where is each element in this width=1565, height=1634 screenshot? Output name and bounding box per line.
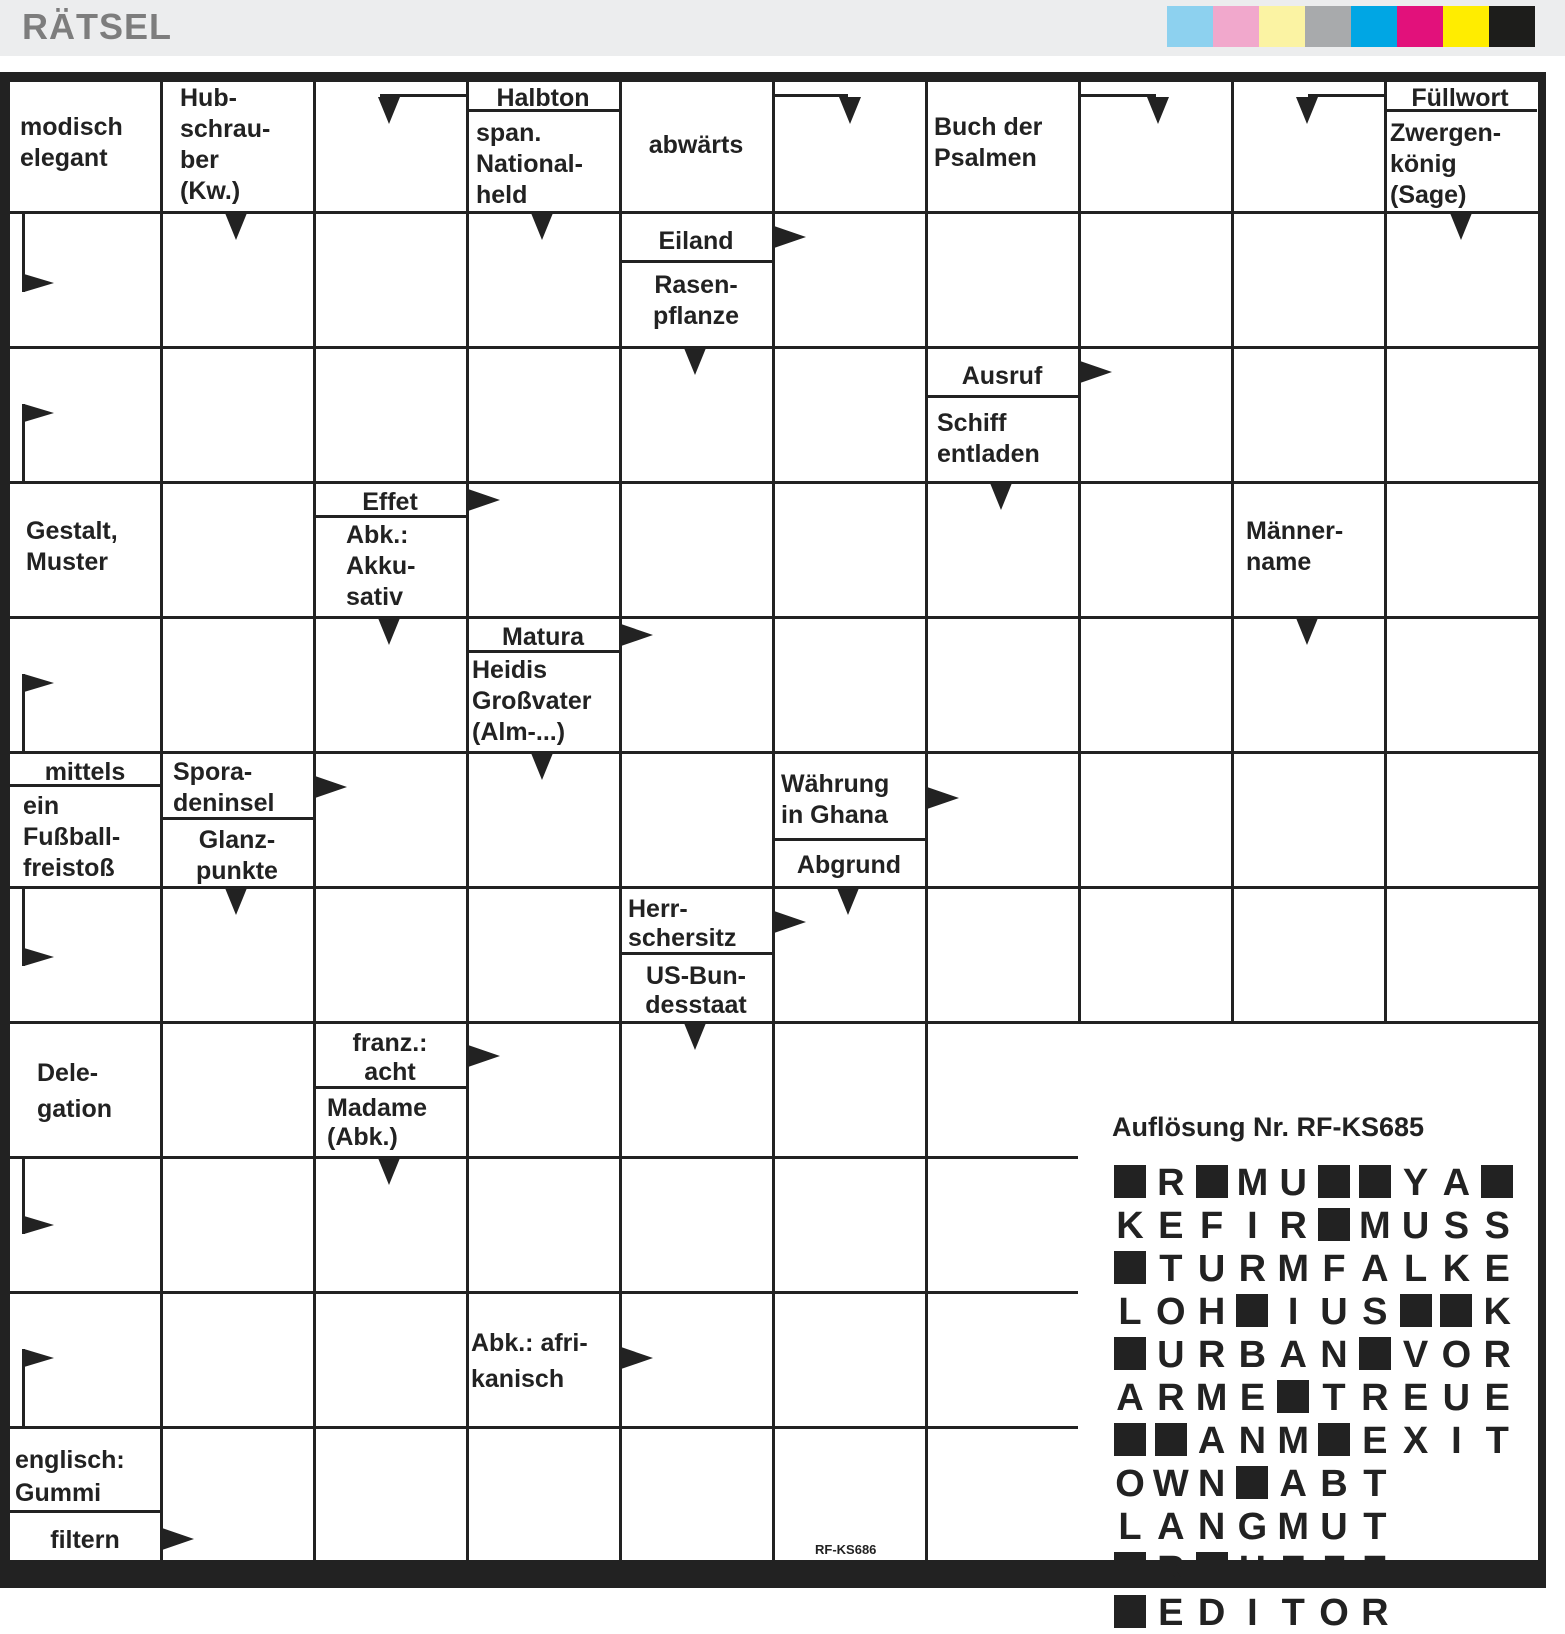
arrow-down-icon — [839, 97, 861, 124]
solution-letter: M — [1277, 1506, 1310, 1548]
arrow-right-icon — [774, 226, 806, 248]
solution-block-icon — [1194, 1549, 1230, 1591]
solution-letter: B — [1320, 1463, 1348, 1505]
clue-abk-akkusativ: Abk.: Akku- sativ — [346, 521, 416, 611]
solution-letter: N — [1320, 1334, 1348, 1376]
solution-row — [1112, 1334, 1542, 1376]
clue-us-bundesstaat: US-Bun- desstaat — [645, 962, 747, 1019]
solution-letter: U — [1320, 1291, 1348, 1333]
solution-letter: B — [1238, 1334, 1267, 1376]
clue-rasenpflanze: Rasen- pflanze — [652, 271, 740, 330]
clue-franz-acht: franz.: acht — [352, 1029, 428, 1086]
crossword-grid — [10, 82, 1538, 1634]
clue-abk-afrikanisch: Abk.: afri- kanisch — [471, 1329, 588, 1393]
clue-waehrung-in-ghana: Währung in Ghana — [781, 770, 890, 829]
flag-arrow-icon — [24, 404, 54, 422]
arrow-down-icon — [990, 483, 1012, 510]
solution-letter: R — [1157, 1377, 1185, 1419]
clue-separator — [619, 260, 772, 263]
grid-line-horizontal — [10, 1156, 1078, 1159]
black-square-icon — [1236, 1466, 1268, 1499]
solution-letter: K — [1483, 1291, 1511, 1333]
solution-block-icon — [1275, 1377, 1311, 1419]
solution-letter: H — [1197, 1291, 1226, 1333]
solution-block-icon — [1112, 1162, 1148, 1204]
color-swatch — [1489, 6, 1535, 47]
black-square-icon — [1114, 1337, 1146, 1370]
solution-letter: V — [1402, 1334, 1429, 1376]
clue-sporadeninsel: Spora- deninsel — [173, 758, 275, 817]
color-swatch — [1443, 6, 1489, 47]
clue-heidis-grossvater: Heidis Großvater (Alm-...) — [472, 656, 592, 746]
solution-letter: M — [1277, 1248, 1310, 1290]
clue-maennername: Männer- name — [1246, 517, 1344, 576]
grid-line-vertical — [1384, 82, 1387, 1021]
clue-ein-fussballfreistoss: ein Fußball- freistoß — [23, 792, 121, 882]
color-swatch — [1351, 6, 1397, 47]
solution-letter: S — [1443, 1205, 1470, 1247]
solution-letter: A — [1279, 1334, 1307, 1376]
black-square-icon — [1196, 1552, 1228, 1585]
solution-letter: I — [1287, 1291, 1299, 1333]
solution-letter: I — [1451, 1420, 1462, 1462]
clue-fuellwort: Füllwort — [1411, 84, 1509, 112]
solution-row — [1112, 1291, 1542, 1333]
arrow-down-icon — [225, 213, 247, 240]
black-square-icon — [1318, 1423, 1350, 1456]
solution-letter: E — [1362, 1420, 1388, 1462]
solution-letter: U — [1320, 1506, 1348, 1548]
arrow-down-icon — [531, 213, 553, 240]
clue-zwergenkoenig: Zwergen- könig (Sage) — [1390, 119, 1502, 209]
flag-arrow-icon — [24, 674, 54, 692]
solution-letter: N — [1197, 1463, 1226, 1505]
solution-letter: D — [1197, 1592, 1226, 1634]
solution-block-icon — [1316, 1162, 1352, 1204]
solution-letter: X — [1402, 1420, 1429, 1462]
solution-letter: M — [1195, 1377, 1228, 1419]
grid-line-horizontal — [10, 751, 1538, 754]
arrow-down-icon — [531, 753, 553, 780]
solution-block-icon — [1112, 1334, 1148, 1376]
solution-letter: H — [1238, 1549, 1267, 1591]
clue-glanzpunkte: Glanz- punkte — [196, 826, 278, 885]
grid-line-vertical — [1078, 82, 1081, 1021]
arrow-down-icon — [684, 348, 706, 375]
solution-letter: G — [1237, 1506, 1268, 1548]
solution-block-icon — [1316, 1205, 1352, 1247]
arrow-right-icon — [1080, 361, 1112, 383]
grid-line-horizontal — [10, 1021, 1538, 1024]
black-square-icon — [1114, 1165, 1146, 1198]
grid-line-vertical — [466, 82, 469, 1560]
color-swatch — [1397, 6, 1443, 47]
solution-letter: R — [1157, 1162, 1185, 1204]
solution-letter: K — [1442, 1248, 1471, 1290]
solution-row — [1112, 1420, 1542, 1462]
solution-letter: U — [1197, 1248, 1226, 1290]
arrow-stem — [1308, 94, 1384, 97]
solution-block-icon — [1112, 1248, 1148, 1290]
solution-letter: T — [1159, 1248, 1183, 1290]
solution-row — [1112, 1162, 1542, 1204]
clue-gestalt-muster: Gestalt, Muster — [26, 517, 118, 576]
solution-letter: A — [1279, 1463, 1307, 1505]
clue-span-nationalheld: span. National- held — [476, 119, 583, 209]
solution-row — [1112, 1463, 1542, 1505]
solution-block-icon — [1112, 1549, 1148, 1591]
grid-line-horizontal — [10, 1426, 1078, 1429]
solution-letter: A — [1361, 1248, 1389, 1290]
solution-row — [1112, 1377, 1542, 1419]
grid-line-horizontal — [10, 1291, 1078, 1294]
solution-letter: E — [1362, 1549, 1388, 1591]
color-swatch — [1213, 6, 1259, 47]
solution-letter: Y — [1402, 1162, 1429, 1204]
solution-letter: O — [1156, 1291, 1186, 1333]
solution-row — [1112, 1549, 1542, 1591]
arrow-down-icon — [684, 1023, 706, 1050]
clue-ausruf: Ausruf — [961, 362, 1043, 390]
header-bar — [0, 0, 1565, 56]
arrow-down-icon — [378, 1158, 400, 1185]
clue-effet: Effet — [362, 488, 418, 516]
solution-letter: U — [1442, 1377, 1471, 1419]
solution-letter: E — [1484, 1248, 1510, 1290]
puzzle-code: RF-KS686 — [815, 1542, 877, 1557]
black-square-icon — [1114, 1552, 1146, 1585]
solution-block-icon — [1112, 1420, 1148, 1462]
clue-delegation: Dele- gation — [37, 1059, 112, 1123]
solution-letter: S — [1484, 1205, 1510, 1247]
solution-title: Auflösung Nr. RF-KS685 — [1112, 1112, 1425, 1142]
arrow-right-icon — [774, 911, 806, 933]
solution-letter: T — [1281, 1592, 1305, 1634]
black-square-icon — [1359, 1165, 1391, 1198]
solution-letter: F — [1199, 1205, 1224, 1247]
clue-abwaerts: abwärts — [648, 131, 744, 159]
clue-hubschrauber: Hub- schrau- ber (Kw.) — [180, 84, 271, 205]
clue-eiland: Eiland — [658, 227, 734, 255]
solution-letter: R — [1238, 1248, 1267, 1290]
arrow-down-icon — [1450, 213, 1472, 240]
solution-block-icon — [1194, 1162, 1230, 1204]
solution-letter: R — [1483, 1334, 1511, 1376]
solution-letter: T — [1363, 1463, 1387, 1505]
solution-block-icon — [1357, 1162, 1393, 1204]
black-square-icon — [1277, 1380, 1309, 1413]
solution-letter: E — [1402, 1377, 1429, 1419]
grid-line-horizontal — [10, 346, 1538, 349]
clue-herrschersitz: Herr- schersitz — [628, 895, 737, 952]
black-square-icon — [1114, 1251, 1146, 1284]
solution-letter: A — [1442, 1162, 1471, 1204]
clue-matura: Matura — [502, 623, 584, 651]
black-square-icon — [1155, 1423, 1187, 1456]
solution-letter: R — [1361, 1592, 1389, 1634]
solution-letter: W — [1152, 1463, 1189, 1505]
arrow-down-icon — [378, 618, 400, 645]
solution-row — [1112, 1205, 1542, 1247]
solution-letter: N — [1238, 1420, 1267, 1462]
solution-letter: R — [1361, 1377, 1389, 1419]
clue-separator — [925, 395, 1078, 398]
clue-separator — [772, 838, 925, 841]
solution-letter: U — [1157, 1334, 1185, 1376]
grid-line-vertical — [772, 82, 775, 1560]
flag-arrow-icon — [24, 948, 54, 966]
arrow-right-icon — [621, 1347, 653, 1369]
clue-modisch-elegant: modisch elegant — [20, 113, 123, 172]
solution-letter: E — [1484, 1377, 1510, 1419]
solution-letter: I — [1247, 1205, 1258, 1247]
page-title: RÄTSEL — [22, 6, 172, 47]
arrow-right-icon — [621, 624, 653, 646]
arrow-right-icon — [927, 787, 959, 809]
solution-block-icon — [1234, 1291, 1270, 1333]
clue-halbton: Halbton — [496, 84, 590, 112]
arrow-right-icon — [468, 1045, 500, 1067]
grid-line-vertical — [925, 82, 928, 1560]
arrow-right-icon — [315, 776, 347, 798]
solution-block-icon — [1479, 1162, 1515, 1204]
solution-letter: O — [1115, 1463, 1145, 1505]
solution-letter: F — [1322, 1248, 1346, 1290]
black-square-icon — [1318, 1208, 1350, 1241]
arrow-down-icon — [378, 97, 400, 124]
solution-letter: K — [1116, 1205, 1144, 1247]
solution-block-icon — [1112, 1592, 1148, 1634]
clue-madame-abk: Madame (Abk.) — [327, 1094, 428, 1151]
solution-letter: E — [1158, 1205, 1184, 1247]
color-swatch — [1305, 6, 1351, 47]
solution-row — [1112, 1248, 1542, 1290]
solution-letter: M — [1358, 1205, 1391, 1247]
solution-letter: I — [1247, 1592, 1258, 1634]
grid-line-horizontal — [10, 481, 1538, 484]
solution-block-icon — [1357, 1334, 1393, 1376]
arrow-right-icon — [162, 1528, 194, 1550]
arrow-stem — [774, 94, 848, 97]
solution-letter: O — [1319, 1592, 1349, 1634]
solution-letter: E — [1239, 1377, 1266, 1419]
black-square-icon — [1440, 1294, 1472, 1327]
black-square-icon — [1114, 1423, 1146, 1456]
solution-letter: S — [1362, 1291, 1388, 1333]
solution-letter: F — [1322, 1549, 1346, 1591]
grid-line-vertical — [160, 82, 163, 1560]
solution-letter: E — [1158, 1592, 1184, 1634]
black-square-icon — [1236, 1294, 1268, 1327]
flag-arrow-icon — [24, 1216, 54, 1234]
arrow-down-icon — [1296, 618, 1318, 645]
solution-letter: L — [1403, 1248, 1428, 1290]
solution-block-icon — [1438, 1291, 1474, 1333]
black-square-icon — [1359, 1337, 1391, 1370]
arrow-down-icon — [1296, 97, 1318, 124]
solution-letter: U — [1401, 1205, 1430, 1247]
grid-line-vertical — [313, 82, 316, 1560]
clue-separator — [10, 1510, 160, 1513]
clue-schiff-entladen: Schiff entladen — [937, 409, 1040, 468]
black-square-icon — [1196, 1165, 1228, 1198]
solution-letter: L — [1118, 1291, 1142, 1333]
solution-block-icon — [1153, 1420, 1189, 1462]
flag-arrow-icon — [24, 1349, 54, 1367]
solution-letter: R — [1157, 1549, 1185, 1591]
solution-letter: A — [1197, 1420, 1226, 1462]
solution-letter: T — [1363, 1506, 1387, 1548]
solution-letter: A — [1116, 1377, 1144, 1419]
clue-mittels: mittels — [44, 758, 126, 786]
solution-letter: L — [1118, 1506, 1142, 1548]
solution-row — [1112, 1592, 1542, 1634]
solution-letter: R — [1197, 1334, 1226, 1376]
arrow-stem — [1080, 94, 1156, 97]
flag-arrow-icon — [24, 274, 54, 292]
solution-letter: E — [1280, 1549, 1306, 1591]
solution-row — [1112, 1506, 1542, 1548]
clue-buch-der-psalmen: Buch der Psalmen — [934, 113, 1043, 172]
solution-letter: T — [1322, 1377, 1346, 1419]
solution-letter: R — [1279, 1205, 1307, 1247]
black-square-icon — [1318, 1165, 1350, 1198]
solution-letter: O — [1441, 1334, 1472, 1376]
solution-letter: T — [1485, 1420, 1509, 1462]
arrow-down-icon — [225, 888, 247, 915]
solution-letter: N — [1197, 1506, 1226, 1548]
solution-letter: U — [1279, 1162, 1307, 1204]
arrow-right-icon — [468, 489, 500, 511]
arrow-down-icon — [1147, 97, 1169, 124]
grid-line-vertical — [1231, 82, 1234, 1021]
black-square-icon — [1114, 1595, 1146, 1628]
color-swatch — [1259, 6, 1305, 47]
black-square-icon — [1481, 1165, 1513, 1198]
solution-block-icon — [1398, 1291, 1434, 1333]
clue-englisch-gummi: englisch: Gummi — [15, 1446, 125, 1507]
black-square-icon — [1400, 1294, 1432, 1327]
solution-letter: M — [1277, 1420, 1310, 1462]
solution-block-icon — [1316, 1420, 1352, 1462]
clue-filtern: filtern — [50, 1526, 120, 1554]
clue-abgrund: Abgrund — [796, 851, 902, 879]
solution-block-icon — [1234, 1463, 1270, 1505]
arrow-down-icon — [837, 888, 859, 915]
solution-letter: M — [1236, 1162, 1269, 1204]
solution-letter: A — [1157, 1506, 1185, 1548]
color-swatch — [1167, 6, 1213, 47]
